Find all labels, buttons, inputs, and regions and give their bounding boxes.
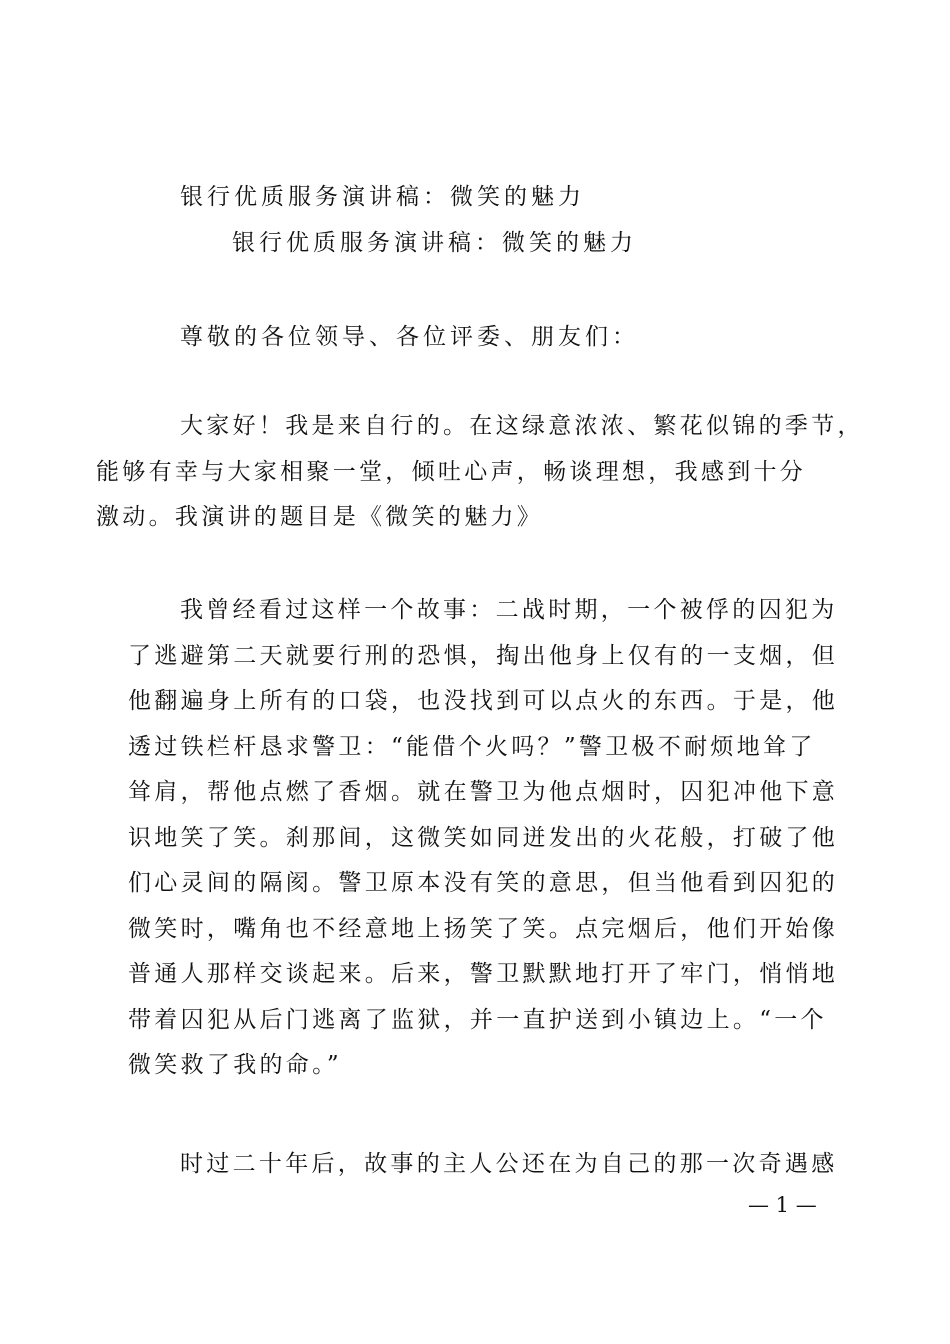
paragraph-2	[128, 588, 839, 1089]
paragraph-line: 大家好！我是来自行的。在这绿意浓浓、繁花似锦的季节，	[180, 413, 864, 439]
paragraph-line: 能够有幸与大家相聚一堂，倾吐心声，畅谈理想，我感到十分	[96, 458, 807, 485]
page-number: — 1 —	[748, 1193, 817, 1217]
salutation: 尊敬的各位领导、各位评委、朋友们：	[180, 324, 639, 350]
title-secondary: 银行优质服务演讲稿：微笑的魅力	[232, 230, 637, 256]
paragraph-1	[96, 404, 864, 541]
paragraph-3	[180, 1142, 838, 1188]
paragraph-line: 识地笑了笑。刹那间，这微笑如同迸发出的火花般，打破了他	[128, 824, 839, 851]
title-primary: 银行优质服务演讲稿：微笑的魅力	[180, 184, 585, 210]
paragraph-line: 带着囚犯从后门逃离了监狱，并一直护送到小镇边上。“一个	[128, 1006, 827, 1033]
paragraph-line: 透过铁栏杆恳求警卫：“能借个火吗？”警卫极不耐烦地耸了	[128, 733, 816, 760]
paragraph-line: 时过二十年后，故事的主人公还在为自己的那一次奇遇感	[180, 1151, 838, 1177]
paragraph-line: 激动。我演讲的题目是《微笑的魅力》	[96, 504, 544, 530]
paragraph-line: 耸肩，帮他点燃了香烟。就在警卫为他点烟时，囚犯冲他下意	[128, 779, 839, 805]
paragraph-line: 们心灵间的隔阂。警卫原本没有笑的意思，但当他看到囚犯的	[128, 870, 839, 896]
paragraph-line: 他翻遍身上所有的口袋，也没找到可以点火的东西。于是，他	[128, 688, 839, 714]
paragraph-line: 我曾经看过这样一个故事：二战时期，一个被俘的囚犯为	[180, 597, 838, 623]
paragraph-line: 普通人那样交谈起来。后来，警卫默默地打开了牢门，悄悄地	[128, 961, 839, 987]
paragraph-line: 了逃避第二天就要行刑的恐惧，掏出他身上仅有的一支烟，但	[128, 642, 839, 669]
paragraph-line: 微笑救了我的命。”	[128, 1052, 342, 1078]
paragraph-line: 微笑时，嘴角也不经意地上扬笑了笑。点完烟后，他们开始像	[128, 915, 839, 942]
